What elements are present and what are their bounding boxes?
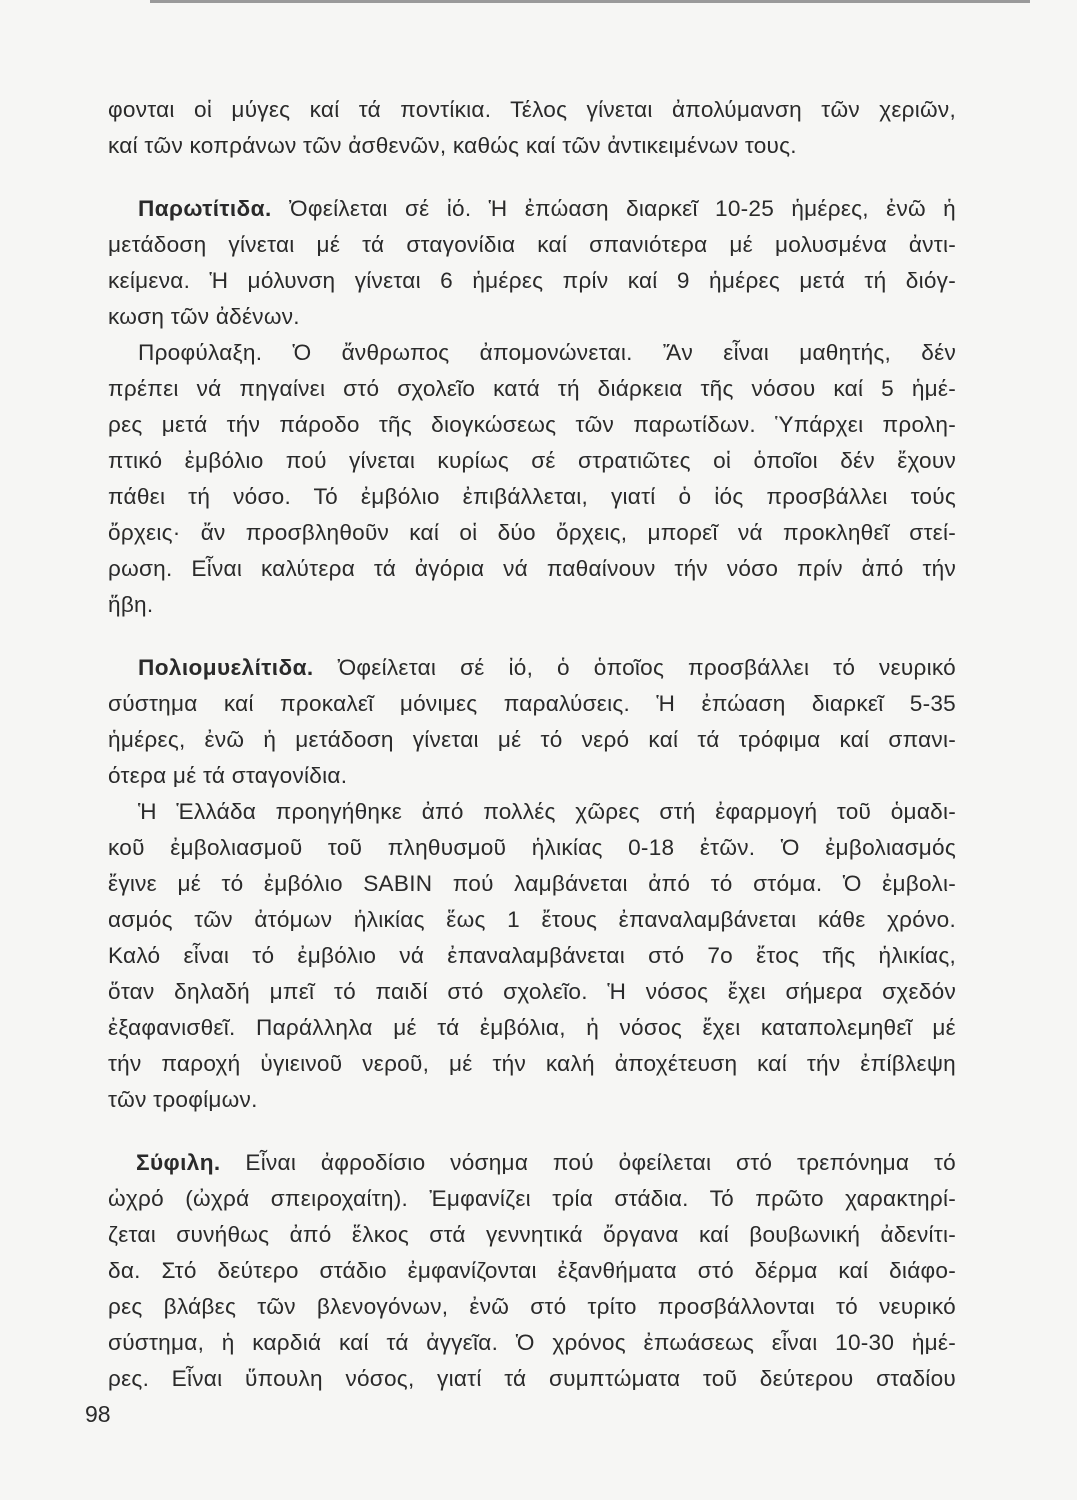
text-line [108,650,956,686]
text-line [108,722,956,758]
text-line [108,1289,956,1325]
text-line [108,1253,956,1289]
line-text: ὅταν δηλαδή μπεῖ τό παιδί στό σχολεῖο. Ἡ νόσος ἔχει σήμερα σχεδόν [108,979,956,1004]
text-line [108,263,956,299]
text-line [108,299,956,335]
text-line [108,1046,956,1082]
line-text: πάθει τή νόσο. Τό ἐμβόλιο ἐπιβάλλεται, γιατί ὁ ἰός προσβάλλει τούς [108,484,956,509]
line-text: ρες. Εἶναι ὕπουλη νόσος, γιατί τά συμπτώματα τοῦ δεύτερου σταδίου [108,1366,956,1391]
line-text: τῶν τροφίμων. [108,1087,258,1112]
text-line [108,371,956,407]
text-line [108,686,956,722]
line-text: Προφύλαξη. Ὁ ἄνθρωπος ἀπομονώνεται. Ἄν εἶναι μαθητής, δέν [138,340,956,365]
section-heading: Πολιομυελίτιδα. [138,655,314,680]
section-heading: Σύφιλη. [136,1150,221,1175]
line-text: ρες βλάβες τῶν βλενογόνων, ἐνῶ στό τρίτο προσβάλλονται τό νευρικό [108,1294,956,1319]
line-text: κείμενα. Ἡ μόλυνση γίνεται 6 ἡμέρες πρίν καί 9 ἡμέρες μετά τή διόγ- [108,268,956,293]
line-text: πρέπει νά πηγαίνει στό σχολεῖο κατά τή διάρκεια τῆς νόσου καί 5 ἡμέ- [108,376,956,401]
text-line [108,974,956,1010]
text-line [108,1181,956,1217]
line-text: ασμός τῶν ἀτόμων ἡλικίας ἕως 1 ἔτους ἐπαναλαμβάνεται κάθε χρόνο. [108,907,956,932]
line-text: πτικό ἐμβόλιο πού γίνεται κυρίως σέ στρατιῶτες οἱ ὁποῖοι δέν ἔχουν [108,448,956,473]
text-line [108,1361,956,1397]
line-text: Εἶναι ἀφροδίσιο νόσημα πού ὀφείλεται στό τρεπόνημα τό [220,1150,956,1175]
text-line [108,92,956,128]
text-line [108,866,956,902]
line-text: ἡμέρες, ἐνῶ ἡ μετάδοση γίνεται μέ τό νερό καί τά τρόφιμα καί σπανι- [108,727,956,752]
text-line [108,794,956,830]
line-text: σύστημα, ἡ καρδιά καί τά ἀγγεῖα. Ὁ χρόνος ἐπωάσεως εἶναι 10-30 ἡμέ- [108,1330,956,1355]
page-body [108,92,956,1397]
line-text: κοῦ ἐμβολιασμοῦ τοῦ πληθυσμοῦ ἡλικίας 0-18 ἐτῶν. Ὁ ἐμβολιασμός [108,835,956,860]
line-text: ἔγινε μέ τό ἐμβόλιο SABIN πού λαμβάνεται ἀπό τό στόμα. Ὁ ἐμβολι- [108,871,956,896]
line-text: καί τῶν κοπράνων τῶν ἀσθενῶν, καθώς καί τῶν ἀντικειμένων τους. [108,133,797,158]
line-text: ρωση. Εἶναι καλύτερα τά ἀγόρια νά παθαίνουν τήν νόσο πρίν ἀπό τήν [108,556,956,581]
line-text: ὄρχεις· ἄν προσβληθοῦν καί οἱ δύο ὄρχεις, μπορεῖ νά προκληθεῖ στεί- [108,520,956,545]
top-edge-rule [150,0,1030,3]
paragraph-gap [108,164,956,191]
text-line [108,758,956,794]
text-line [108,191,956,227]
text-line [108,443,956,479]
line-text: ὠχρό (ὠχρά σπειροχαίτη). Ἐμφανίζει τρία στάδια. Τό πρῶτο χαρακτηρί- [108,1186,956,1211]
text-line [108,902,956,938]
line-text: ἥβη. [108,592,154,617]
line-text: ότερα μέ τά σταγονίδια. [108,763,348,788]
line-text: ἐξαφανισθεῖ. Παράλληλα μέ τά ἐμβόλια, ἡ νόσος ἔχει καταπολεμηθεῖ μέ [108,1015,956,1040]
line-text: σύστημα καί προκαλεῖ μόνιμες παραλύσεις. Ἡ ἐπώαση διαρκεῖ 5-35 [108,691,956,716]
paragraph-gap [108,1118,956,1145]
line-text: ρες μετά τήν πάροδο τῆς διογκώσεως τῶν παρωτίδων. Ὑπάρχει προλη- [108,412,956,437]
text-line [108,1325,956,1361]
text-line [108,938,956,974]
text-line [108,1217,956,1253]
text-line [108,128,956,164]
text-line [108,515,956,551]
section-heading: Παρωτίτιδα. [138,196,272,221]
line-text: τήν παροχή ὑγιεινοῦ νεροῦ, μέ τήν καλή ἀποχέτευση καί τήν ἐπίβλεψη [108,1051,956,1076]
text-line [108,587,956,623]
line-text: ζεται συνήθως ἀπό ἕλκος στά γεννητικά ὄργανα καί βουβωνική ἀδενίτι- [108,1222,956,1247]
line-text: Ὀφείλεται σέ ἰό. Ἡ ἐπώαση διαρκεῖ 10-25 ἡμέρες, ἐνῶ ἡ [271,196,956,221]
line-text: μετάδοση γίνεται μέ τά σταγονίδια καί σπανιότερα μέ μολυσμένα ἀντι- [108,232,956,257]
line-text: κωση τῶν ἀδένων. [108,304,300,329]
line-text: Καλό εἶναι τό ἐμβόλιο νά ἐπαναλαμβάνεται στό 7ο ἔτος τῆς ἡλικίας, [108,943,956,968]
paragraph-gap [108,623,956,650]
line-text: Ὀφείλεται σέ ἰό, ὁ ὁποῖος προσβάλλει τό νευρικό [313,655,956,680]
line-text: Ἡ Ἑλλάδα προηγήθηκε ἀπό πολλές χῶρες στή ἐφαρμογή τοῦ ὁμαδι- [138,799,956,824]
text-line [108,479,956,515]
text-line [108,1010,956,1046]
text-line [108,227,956,263]
text-line [108,830,956,866]
text-line [108,1145,956,1181]
text-line [108,407,956,443]
line-text: δα. Στό δεύτερο στάδιο ἐμφανίζονται ἐξανθήματα στό δέρμα καί διάφο- [108,1258,956,1283]
line-text: φονται οἱ μύγες καί τά ποντίκια. Τέλος γίνεται ἀπολύμανση τῶν χεριῶν, [108,97,956,122]
text-line [108,335,956,371]
text-line [108,1082,956,1118]
text-line [108,551,956,587]
page-number: 98 [85,1401,111,1427]
